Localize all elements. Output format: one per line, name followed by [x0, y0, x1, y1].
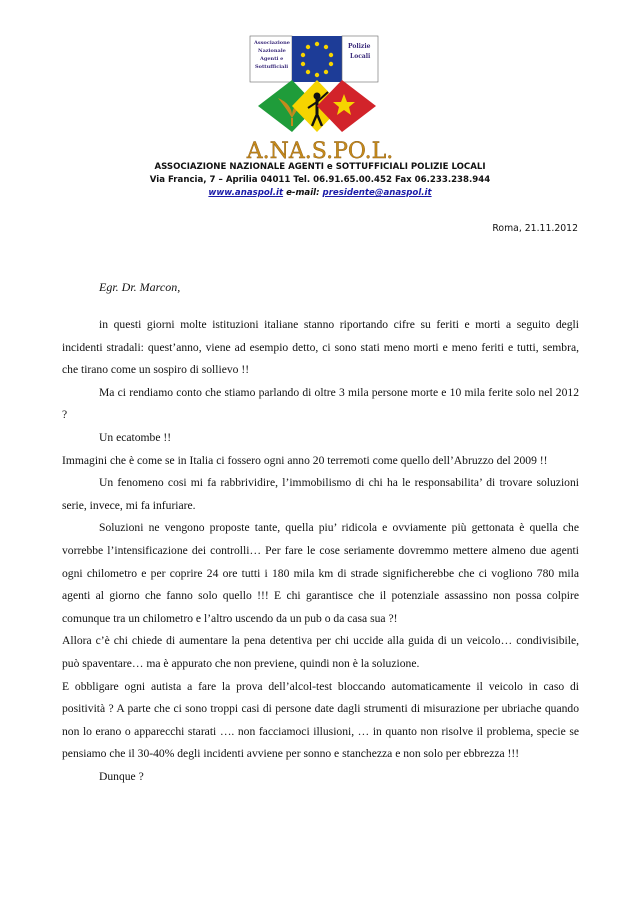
paragraph-7: Allora c’è chi chiede di aumentare la pena detentiva per chi uccide alla guida di un veicolo… condivisibile, può spaventare… ma è appurato che non previene, quindi non è la soluzione.	[62, 634, 579, 670]
paragraph-2: Ma ci rendiamo conto che stiamo parlando di oltre 3 mila persone morte e 10 mila ferite solo nel 2012 ?	[62, 385, 579, 422]
paragraph-8: E obbligare ogni autista a fare la prova dell’alcol-test bloccando automaticamente il veicolo in caso di positività ? A parte che ci sono troppi casi di persone date dagli strumenti di misurazione per ubriache quando non lo erano o apparecchi starati …. non facciamoci illusioni, … in quanto non risolve il problema, specie se pensiamo che il 30-40% degli incidenti avviene per sonno e stanchezza e non solo per ebbrezza !!!	[62, 679, 579, 761]
website-link[interactable]: www.anaspol.it	[208, 188, 284, 198]
paragraph-5: Un fenomeno cosi mi fa rabbrividire, l’immobilismo di chi ha le responsabilita’ di trovare soluzioni serie, invece, mi fa infuriare.	[62, 476, 579, 512]
logo-association-line2: Nazionale	[258, 48, 286, 54]
paragraph-1: in questi giorni molte istituzioni italiane stanno riportando cifre su feriti e morti a seguito degli incidenti stradali: quest’anno, viene ad esempio detto, ci sono stati meno morti e meno feriti e tutti, sembra, che tirano come un sospiro di sollievo !!	[62, 318, 579, 377]
letter-body	[62, 314, 579, 788]
logo-association-line1: Associazione	[254, 40, 290, 46]
paragraph-3: Un ecatombe !!	[99, 430, 172, 444]
paragraph-4: Immagini che è come se in Italia ci fossero ogni anno 20 terremoti come quello dell’Abruzzo del 2009 !!	[62, 453, 548, 467]
paragraph-9: Dunque ?	[99, 769, 144, 783]
letterhead-contacts	[60, 187, 580, 200]
salutation: Egr. Dr. Marcon,	[99, 280, 181, 294]
logo-polizie-line1: Polizie	[348, 43, 371, 50]
logo-association-line4: Sottufficiali	[255, 64, 289, 70]
letterhead-address: Via Francia, 7 – Aprilia 04011 Tel. 06.91.65.00.452 Fax 06.233.238.944	[149, 175, 491, 185]
anaspol-logo	[240, 34, 400, 164]
logo-polizie-line2: Locali	[350, 53, 371, 60]
anaspol-wordmark: A.NA.S.PO.L.	[246, 139, 394, 164]
logo-association-line3: Agenti e	[260, 56, 284, 62]
email-link[interactable]: presidente@anaspol.it	[322, 188, 432, 198]
letterhead-title: ASSOCIAZIONE NAZIONALE AGENTI e SOTTUFFICIALI POLIZIE LOCALI	[154, 162, 486, 172]
email-label: e-mail:	[283, 188, 323, 198]
paragraph-6: Soluzioni ne vengono proposte tante, quella piu’ ridicola e ovviamente più gettonata è quella che vorrebbe l’intensificazione dei controlli… Per fare le cose seriamente dovremmo mettere almeno due agenti ogni chilometro e per coprire 24 ore tutti i 180 mila km di strade significherebbe che ci vogliono 780 mila agenti al giorno che fanno solo quello !!! E chi garantisce che il potenziale assassino non possa colpire comunque tra un chilometro e l’altro uscendo da un pub o da casa sua ?!	[62, 521, 579, 625]
letter-date: Roma, 21.11.2012	[492, 223, 578, 234]
